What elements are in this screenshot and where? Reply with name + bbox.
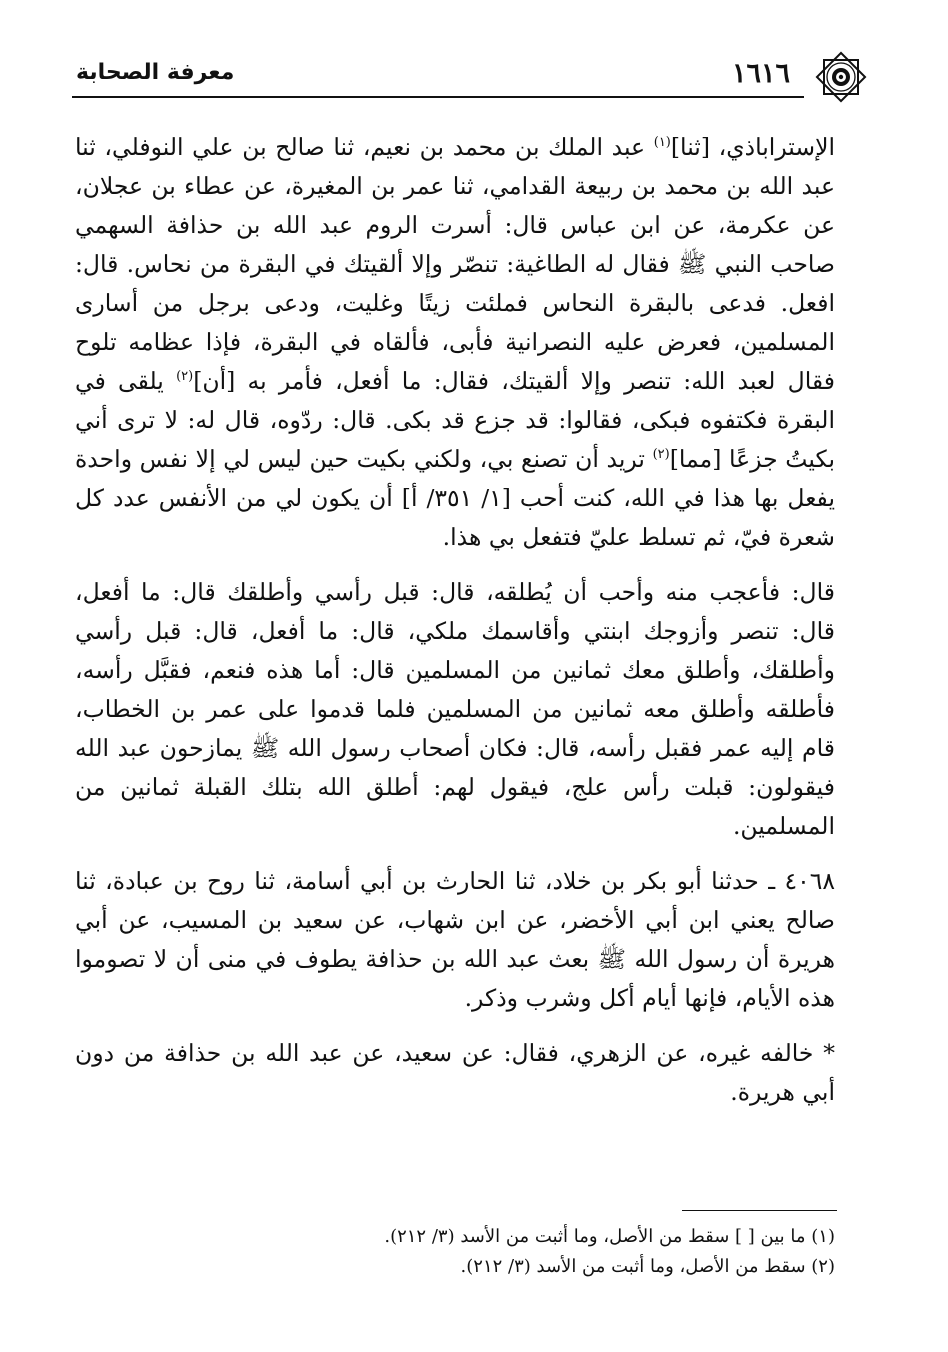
eight-point-star-ornament-icon bbox=[812, 48, 870, 106]
footnote-1: (١) ما بين [ ] سقط من الأصل، وما أثبت من الأسد (٣/ ٢١٢). bbox=[384, 1226, 835, 1247]
footnote-2: (٢) سقط من الأصل، وما أثبت من الأسد (٣/ ٢١٢). bbox=[460, 1256, 835, 1277]
paragraph-1-part-3: يلقى في البقرة فكتفوه فبكى، فقالوا: قد جزع قد بكى. قال: ردّوه، قال له: لا ترى أني بكيتُ جزعًا [مما] bbox=[75, 367, 835, 473]
footnotes bbox=[75, 1222, 835, 1282]
paragraph-1-part-2: عبد الملك بن محمد بن نعيم، ثنا صالح بن علي النوفلي، ثنا عبد الله بن محمد بن ربيعة القدامي، ثنا عمر بن المغيرة، عن عطاء بن عجلان، عن عكرمة، عن ابن عباس قال: أسرت الروم عبد الله بن حذافة السهمي صاحب النبي ﷺ فقال له الطاغية: تنصّر وإلا ألقيتك في البقرة من نحاس. قال: افعل. فدعى بالبقرة النحاس فملئت زيتًا وغليت، ودعى برجل من أسارى المسلمين، فعرض عليه النصرانية فأبى، فألقاه في البقرة، فإذا عظامه تلوح فقال لعبد الله: تنصر وإلا ألقيتك، فقال: ما أفعل، فأمر به [أن] bbox=[75, 133, 835, 395]
paragraph-note: * خالفه غيره، عن الزهري، فقال: عن سعيد، عن عبد الله بن حذافة من دون أبي هريرة. bbox=[75, 1039, 835, 1106]
book-title: معرفة الصحابة bbox=[76, 60, 235, 85]
paragraph-1 bbox=[75, 128, 835, 557]
paragraph-1-part-4: تريد أن تصنع بي، ولكني بكيت حين ليس لي إلا نفس واحدة يفعل بها هذا في الله، كنت أحب [١/ ٣٥١/ أ] أن يكون لي من الأنفس عدد كل شعرة فيّ، ثم تسلط عليّ فتفعل بي هذا. bbox=[75, 445, 835, 551]
page-header bbox=[70, 48, 850, 96]
footnote-rule bbox=[682, 1210, 837, 1211]
header-rule bbox=[72, 96, 804, 98]
page-number: ١٦١٦ bbox=[731, 58, 790, 89]
footnote-ref-1: (١) bbox=[653, 135, 671, 151]
footnote-ref-2b: (٢) bbox=[652, 447, 670, 463]
footnote-ref-2: (٢) bbox=[176, 369, 194, 385]
paragraph-hadith-4068: ٤٠٦٨ ـ حدثنا أبو بكر بن خلاد، ثنا الحارث بن أبي أسامة، ثنا روح بن عبادة، ثنا صالح يعني ابن أبي الأخضر، عن ابن شهاب، عن سعيد بن المسيب، عن أبي هريرة أن رسول الله ﷺ بعث عبد الله بن حذافة يطوف في منى أن لا تصوموا هذه الأيام، فإنها أيام أكل وشرب وذكر. bbox=[75, 867, 835, 1012]
paragraph-1-part-1: الإستراباذي، [ثنا] bbox=[670, 133, 836, 161]
main-text bbox=[75, 128, 835, 1112]
paragraph-2: قال: فأعجب منه وأحب أن يُطلقه، قال: قبل رأسي وأطلقك قال: ما أفعل، قال: تنصر وأزوجك ابنتي وأقاسمك ملكي، قال: ما أفعل، قال: قبل رأسي وأطلقك، وأطلق معك ثمانين من المسلمين قال: أما هذه فنعم، فقبَّل رأسه، فأطلقه وأطلق معه ثمانين من المسلمين فلما قدموا على عمر بن الخطاب، قام إليه عمر فقبل رأسه، قال: فكان أصحاب رسول الله ﷺ يمازحون عبد الله فيقولون: قبلت رأس علج، فيقول لهم: أطلق الله بتلك القبلة ثمانين من المسلمين. bbox=[75, 578, 835, 840]
